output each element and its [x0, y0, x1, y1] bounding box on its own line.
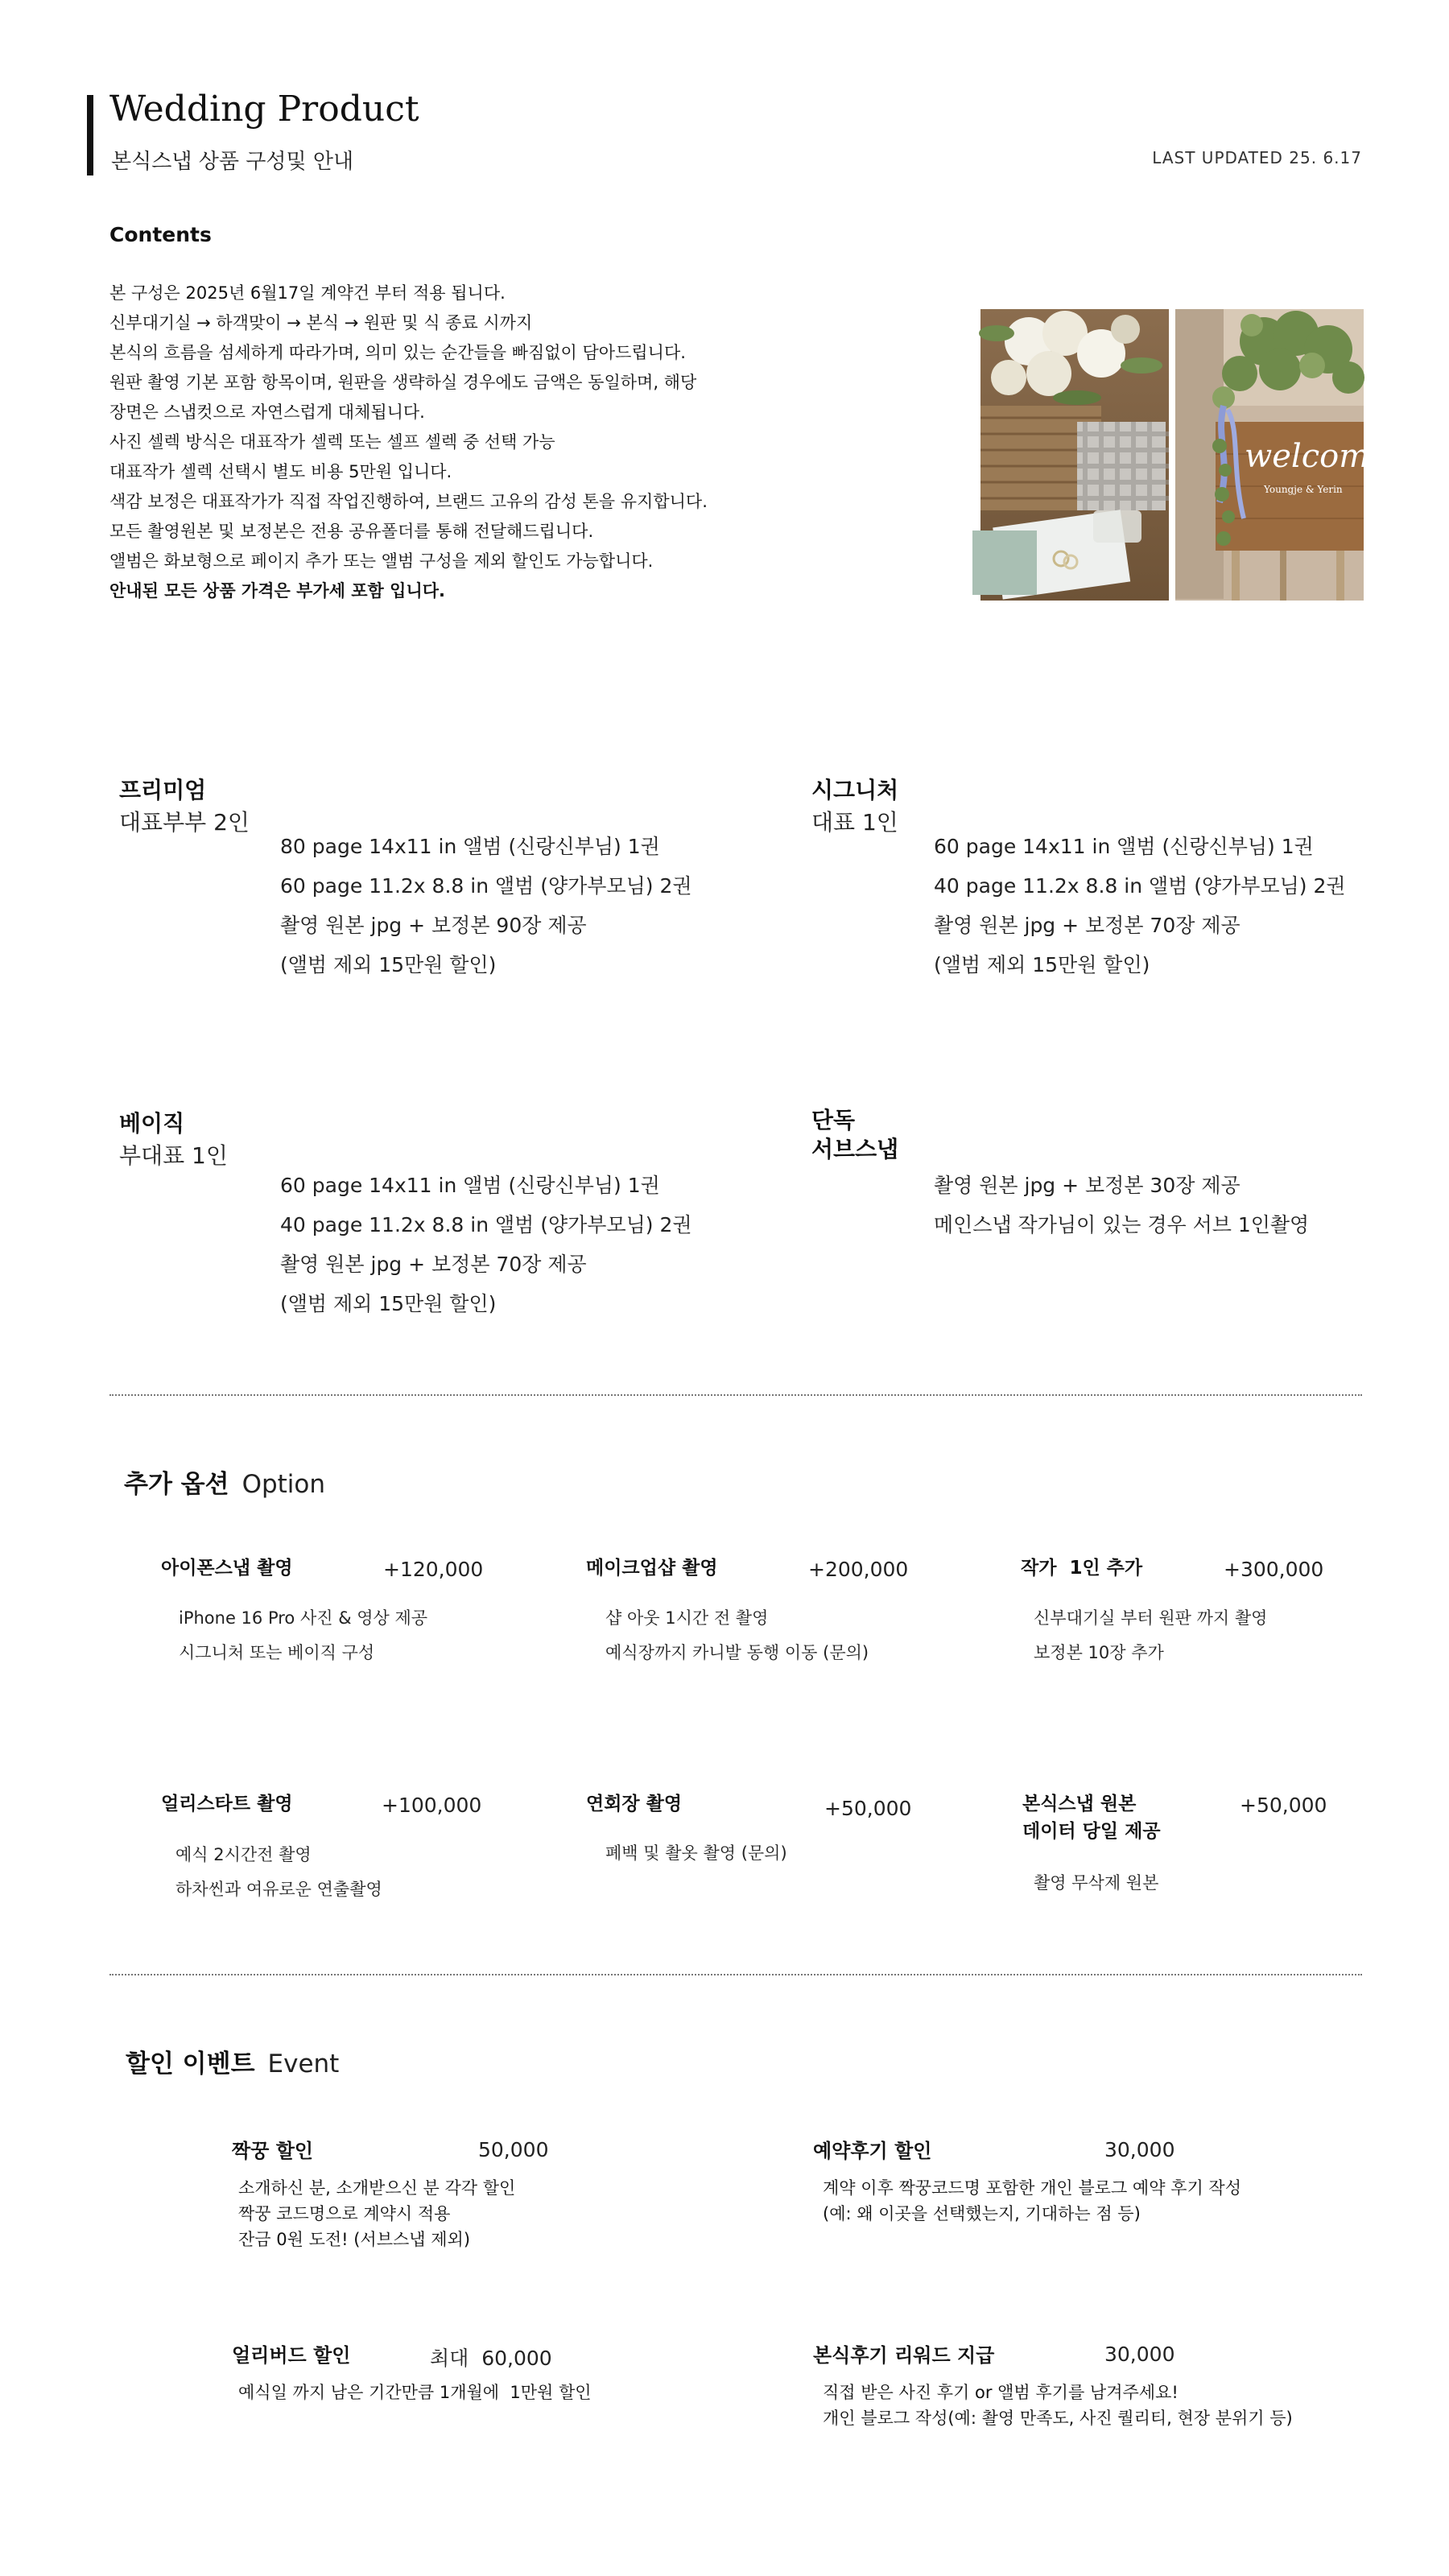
option-name: 연회장 촬영 — [586, 1794, 683, 1814]
option-detail: 신부대기실 부터 원판 까지 촬영 — [1034, 1608, 1268, 1628]
event-name: 얼리버드 할인 — [232, 2344, 351, 2367]
contents-line: 신부대기실 → 하객맞이 → 본식 → 원판 및 식 종료 시까지 — [109, 313, 533, 332]
contents-line: 장면은 스냅컷으로 자연스럽게 대체됩니다. — [109, 402, 425, 422]
option-details — [1034, 1601, 1267, 1670]
package-sub: 부대표 1인 — [119, 1142, 228, 1169]
option-price: +300,000 — [1224, 1558, 1324, 1581]
contents-line: 본식의 흐름을 섬세하게 따라가며, 의미 있는 순간들을 빠짐없이 담아드립니다. — [109, 343, 686, 362]
option-detail: 샵 아웃 1시간 전 촬영 — [605, 1608, 769, 1628]
contents-line: 앨범은 화보형으로 페이지 추가 또는 앨범 구성을 제외 할인도 가능합니다. — [109, 551, 654, 571]
event-price: 30,000 — [1104, 2138, 1175, 2161]
option-details — [1034, 1866, 1158, 1901]
event-detail: 개인 블로그 작성(예: 촬영 만족도, 사진 퀄리티, 현장 분위기 등) — [823, 2409, 1293, 2428]
option-details — [179, 1601, 427, 1670]
event-name: 예약후기 할인 — [813, 2140, 932, 2162]
last-updated-label: LAST UPDATED 25. 6.17 — [1152, 148, 1362, 167]
event-detail: (예: 왜 이곳을 선택했는지, 기대하는 점 등) — [823, 2204, 1141, 2223]
package-sub-snap — [811, 1106, 898, 1164]
option-price: +120,000 — [383, 1558, 484, 1581]
package-item: 60 page 11.2x 8.8 in 앨범 (양가부모님) 2권 — [280, 874, 692, 898]
option-price: +50,000 — [1240, 1794, 1327, 1817]
event-price: 50,000 — [478, 2138, 549, 2161]
option-detail: iPhone 16 Pro 사진 & 영상 제공 — [179, 1608, 428, 1628]
contents-line: 원판 촬영 기본 포함 항목이며, 원판을 생략하실 경우에도 금액은 동일하며, 해당 — [109, 373, 697, 392]
package-name: 시그니처 — [811, 777, 899, 803]
package-item: (앨범 제외 15만원 할인) — [934, 953, 1150, 976]
package-sub-snap-items — [934, 1166, 1309, 1245]
package-sub: 대표 1인 — [811, 809, 898, 836]
vat-notice: 안내된 모든 상품 가격은 부가세 포함 입니다. — [109, 581, 445, 601]
option-name: 얼리스타트 촬영 — [161, 1794, 293, 1814]
bouquet-photo — [980, 309, 1169, 601]
event-detail: 예식일 까지 남은 기간만큼 1개월에 1만원 할인 — [238, 2383, 592, 2402]
package-item: 메인스냅 작가님이 있는 경우 서브 1인촬영 — [934, 1213, 1310, 1236]
package-item: (앨범 제외 15만원 할인) — [280, 1292, 497, 1315]
section-divider — [109, 1974, 1362, 1975]
event-detail: 계약 이후 짝꿍코드명 포함한 개인 블로그 예약 후기 작성 — [823, 2178, 1241, 2198]
package-signature-items — [934, 827, 1346, 985]
option-price: +50,000 — [824, 1797, 912, 1820]
package-basic-items — [280, 1166, 692, 1323]
page-subtitle: 본식스냅 상품 구성및 안내 — [111, 150, 354, 174]
contents-line: 사진 셀렉 방식은 대표작가 셀렉 또는 셀프 셀렉 중 선택 가능 — [109, 432, 555, 452]
option-details — [605, 1601, 869, 1670]
package-item: 60 page 14x11 in 앨범 (신랑신부님) 1권 — [280, 1174, 660, 1197]
event-details — [238, 2380, 592, 2405]
event-name: 짝꿍 할인 — [232, 2140, 314, 2162]
contents-line: 색감 보정은 대표작가가 직접 작업진행하여, 브랜드 고유의 감성 톤을 유지합니다. — [109, 492, 708, 511]
option-detail: 예식 2시간전 촬영 — [175, 1845, 312, 1864]
option-name: 메이크업샵 촬영 — [586, 1558, 718, 1579]
package-item: 40 page 11.2x 8.8 in 앨범 (양가부모님) 2권 — [280, 1213, 692, 1236]
event-detail: 소개하신 분, 소개받으신 분 각각 할인 — [238, 2178, 516, 2198]
options-subtitle: Option — [242, 1470, 326, 1499]
contents-line: 모든 촬영원본 및 보정본은 전용 공유폴더를 통해 전달해드립니다. — [109, 522, 594, 541]
contents-line: 대표작가 셀렉 선택시 별도 비용 5만원 입니다. — [109, 462, 452, 481]
package-name: 단독 서브스냅 — [811, 1107, 899, 1162]
option-detail: 시그니처 또는 베이직 구성 — [179, 1643, 375, 1662]
page-title: Wedding Product — [109, 89, 419, 130]
event-details — [823, 2175, 1241, 2227]
contents-line: 본 구성은 2025년 6월17일 계약건 부터 적용 됩니다. — [109, 283, 506, 303]
events-heading — [126, 2043, 339, 2079]
package-item: 촬영 원본 jpg + 보정본 70장 제공 — [280, 1253, 587, 1276]
welcome-sign-photo — [1175, 309, 1389, 601]
package-item: 촬영 원본 jpg + 보정본 30장 제공 — [934, 1174, 1241, 1197]
package-basic — [119, 1106, 228, 1170]
package-name: 베이직 — [119, 1110, 185, 1137]
contents-list — [109, 279, 914, 606]
contents-heading: Contents — [109, 223, 212, 246]
package-premium-items — [280, 827, 692, 985]
package-item: 60 page 14x11 in 앨범 (신랑신부님) 1권 — [934, 835, 1314, 858]
option-detail: 예식장까지 카니발 동행 이동 (문의) — [605, 1643, 869, 1662]
package-item: 80 page 14x11 in 앨범 (신랑신부님) 1권 — [280, 835, 660, 858]
option-detail: 보정본 10장 추가 — [1034, 1643, 1164, 1662]
option-detail: 폐백 및 촬옷 촬영 (문의) — [605, 1843, 787, 1863]
events-subtitle: Event — [267, 2050, 340, 2079]
options-heading — [124, 1463, 325, 1500]
option-name: 아이폰스냅 촬영 — [161, 1558, 293, 1579]
option-price: +200,000 — [808, 1558, 909, 1581]
package-item: 40 page 11.2x 8.8 in 앨범 (양가부모님) 2권 — [934, 874, 1346, 898]
option-name: 작가 1인 추가 — [1021, 1558, 1143, 1579]
event-detail: 짝꿍 코드명으로 계약시 적용 — [238, 2204, 451, 2223]
options-title: 추가 옵션 — [124, 1470, 229, 1499]
package-item: (앨범 제외 15만원 할인) — [280, 953, 497, 976]
event-price: 최대 60,000 — [430, 2347, 552, 2370]
package-signature — [811, 773, 898, 837]
events-title: 할인 이벤트 — [126, 2050, 255, 2079]
section-divider — [109, 1394, 1362, 1396]
option-detail: 촬영 무삭제 원본 — [1034, 1873, 1159, 1893]
package-item: 촬영 원본 jpg + 보정본 70장 제공 — [934, 914, 1241, 937]
option-details — [605, 1836, 787, 1871]
package-sub: 대표부부 2인 — [119, 809, 250, 836]
package-name: 프리미엄 — [119, 777, 207, 803]
title-accent-bar — [87, 95, 93, 175]
sign-names-text: Youngje & Yerin — [1264, 484, 1343, 495]
option-detail: 하차씬과 여유로운 연출촬영 — [175, 1880, 382, 1899]
option-name: 본식스냅 원본 데이터 당일 제공 — [1022, 1794, 1161, 1842]
event-price: 30,000 — [1104, 2343, 1175, 2366]
event-detail: 직접 받은 사진 후기 or 앨범 후기를 남겨주세요! — [823, 2383, 1179, 2402]
event-details — [238, 2175, 515, 2252]
package-item: 촬영 원본 jpg + 보정본 90장 제공 — [280, 914, 587, 937]
event-name: 본식후기 리워드 지급 — [813, 2344, 995, 2367]
option-price: +100,000 — [382, 1794, 482, 1817]
event-detail: 잔금 0원 도전! (서브스냅 제외) — [238, 2230, 471, 2249]
package-premium — [119, 773, 250, 837]
option-details — [175, 1838, 382, 1907]
event-details — [823, 2380, 1293, 2431]
sign-welcome-text: welcome — [1245, 438, 1389, 475]
